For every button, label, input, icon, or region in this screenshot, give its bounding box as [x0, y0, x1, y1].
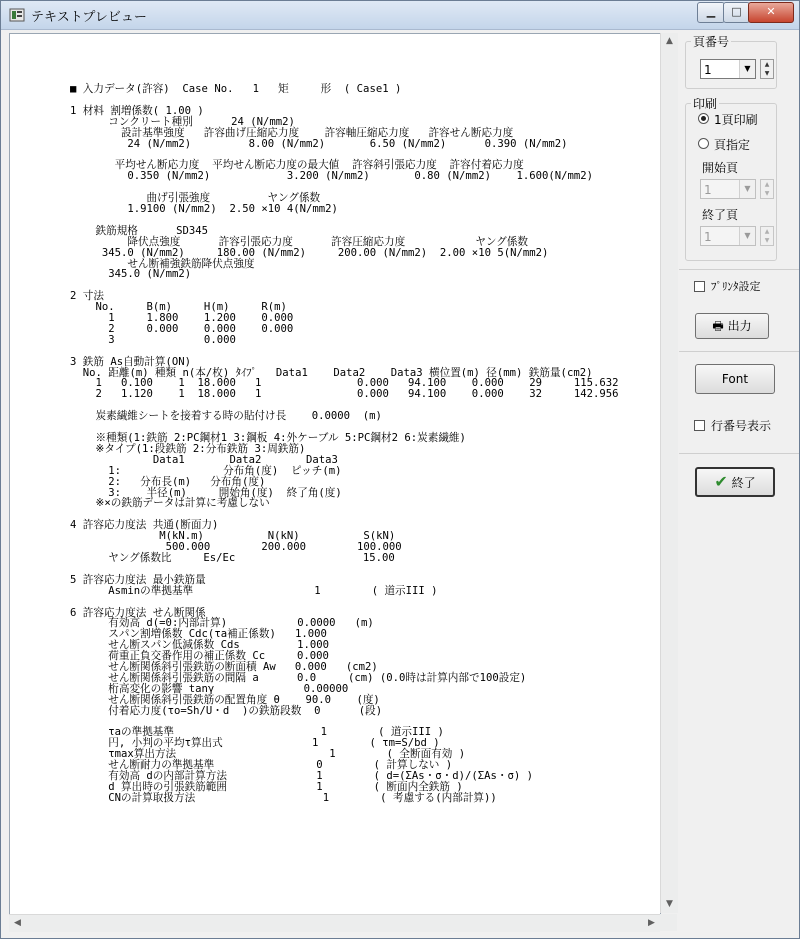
- document-line: d 算出時の引張鉄筋範囲 1 ( 断面内全鉄筋 ): [70, 781, 463, 793]
- scroll-right-icon[interactable]: ▶: [648, 918, 655, 928]
- document-line: 1.9100 (N/mm2) 2.50 ×10 4(N/mm2): [70, 202, 338, 215]
- spin-up-icon: ▲: [764, 228, 770, 235]
- document-text: [70, 84, 619, 804]
- end-page-spinner[interactable]: [760, 226, 774, 246]
- document-line: 荷重正負交番作用の補正係数 Cc 0.000: [70, 650, 329, 663]
- document-preview[interactable]: [9, 33, 661, 915]
- document-line: 曲げ引張強度 ヤング係数: [70, 192, 321, 205]
- end-page-value: 1: [704, 230, 712, 244]
- end-page-label: 終了頁: [702, 208, 739, 222]
- start-page-label: 開始頁: [702, 161, 739, 175]
- document-line: 2: 分布長(m) 分布角(度): [70, 475, 266, 488]
- document-line: No. B(m) H(m) R(m): [70, 301, 287, 314]
- document-line: ※タイプ(1:段鉄筋 2:分布鉄筋 3:周鉄筋): [70, 442, 306, 455]
- page-number-label: 頁番号: [693, 35, 730, 49]
- document-line: 降伏点強度 許容引張応力度 許容圧縮応力度 ヤング係数: [70, 235, 529, 248]
- printer-icon: 🖶: [712, 319, 724, 333]
- document-line: 345.0 (N/mm2) 180.00 (N/mm2) 200.00 (N/mm2) 2.00 ×10 5(N/mm2): [70, 246, 549, 259]
- spin-down-icon: ▼: [764, 70, 770, 77]
- document-line: せん断耐力の準拠基準 0 ( 計算しない ): [70, 759, 453, 772]
- control-panel: [679, 31, 799, 936]
- printer-setup-checkbox[interactable]: [694, 281, 705, 292]
- line-numbers-checkbox[interactable]: [694, 420, 705, 431]
- exit-button-label: 終了: [731, 476, 756, 490]
- separator: [679, 351, 799, 352]
- page-number-value: 1: [704, 63, 712, 77]
- app-icon: [9, 7, 25, 23]
- document-line: 6 許容応力度法 せん断関係: [70, 606, 206, 619]
- chevron-down-icon: ▼: [739, 60, 755, 78]
- document-line: 5 許容応力度法 最小鉄筋量: [70, 573, 206, 586]
- start-page-select[interactable]: [700, 179, 756, 199]
- checkmark-icon: ✔: [714, 472, 728, 491]
- document-line: ヤング係数比 Es/Ec 15.00: [70, 551, 395, 564]
- document-line: せん断関係斜引張鉄筋の断面積 Aw 0.000 (cm2): [70, 661, 378, 674]
- scroll-down-icon[interactable]: ▼: [661, 896, 678, 913]
- document-line: 桁高変化の影響 tanγ 0.00000: [70, 682, 349, 695]
- document-line: 500.000 200.000 100.000: [70, 541, 402, 554]
- output-button[interactable]: [695, 313, 769, 339]
- chevron-down-icon: ▼: [739, 227, 755, 245]
- document-line: No. 距離(m) 種類 n(本/枚) ﾀｲﾌﾟ Data1 Data2 Data3 横位置(m) 径(mm) 鉄筋量(cm2): [70, 366, 593, 379]
- document-line: 付着応力度(τo=Sh/U・d )の鉄筋段数 0 (段): [70, 704, 383, 717]
- document-line: 2 1.120 1 18.000 1 0.000 94.100 0.000 32 142.956: [70, 388, 619, 401]
- document-line: せん断補強鉄筋降伏点強度: [70, 257, 255, 270]
- close-icon: ✕: [766, 5, 776, 18]
- document-line: ※種類(1:鉄筋 2:PC鋼材1 3:鋼板 4:外ケーブル 5:PC鋼材2 6:炭素繊維): [70, 432, 466, 444]
- horizontal-scrollbar[interactable]: [9, 914, 660, 932]
- document-line: 0.350 (N/mm2) 3.200 (N/mm2) 0.80 (N/mm2) 1.600(N/mm2): [70, 170, 593, 183]
- document-line: ※×の鉄筋データは計算に考慮しない: [70, 497, 270, 510]
- title-bar: [1, 1, 799, 30]
- end-page-select[interactable]: [700, 226, 756, 246]
- document-line: 設計基準強度 許容曲げ圧縮応力度 許容軸圧縮応力度 許容せん断応力度: [70, 126, 514, 139]
- document-line: τmax算出方法 1 ( 全断面有効 ): [70, 748, 466, 761]
- exit-button[interactable]: [695, 467, 775, 497]
- document-line: 平均せん断応力度 平均せん断応力度の最大値 許容斜引張応力度 許容付着応力度: [70, 159, 524, 172]
- document-line: 3 0.000: [70, 333, 236, 346]
- print-group-label: 印刷: [693, 97, 718, 111]
- maximize-button[interactable]: [723, 2, 750, 23]
- document-line: 3: 半径(m) 開始角(度) 終了角(度): [70, 486, 342, 499]
- document-line: 2 寸法: [70, 290, 104, 303]
- line-numbers-label: 行番号表示: [711, 419, 772, 433]
- vertical-scrollbar[interactable]: [660, 33, 678, 913]
- page-number-spinner[interactable]: [760, 59, 774, 79]
- font-button-label: Font: [721, 372, 749, 386]
- document-line: CNの計算取扱方法 1 ( 考慮する(内部計算)): [70, 791, 497, 804]
- start-page-spinner[interactable]: [760, 179, 774, 199]
- document-line: スパン割増係数 Cdc(τa補正係数) 1.000: [70, 628, 327, 641]
- chevron-down-icon: ▼: [739, 180, 755, 198]
- spin-up-icon: ▲: [764, 61, 770, 68]
- document-line: τaの準拠基準 1 ( 道示III ): [70, 726, 444, 739]
- minimize-button[interactable]: [697, 2, 725, 23]
- document-line: 有効高 dの内部計算方法 1 ( d=(ΣAs・σ・d)/(ΣAs・σ) ): [70, 770, 533, 783]
- document-line: せん断関係斜引張鉄筋の間隔 a 0.0 (cm) (0.0時は計算内部で100設定): [70, 671, 527, 684]
- document-line: 鉄筋規格 SD345: [70, 224, 209, 237]
- document-line: 1 0.100 1 18.000 1 0.000 94.100 0.000 29 115.632: [70, 377, 619, 390]
- print-page-range-label: 頁指定: [714, 138, 751, 152]
- document-line: 円, 小判の平均τ算出式 1 ( τm=S/bd ): [70, 737, 440, 750]
- scroll-left-icon[interactable]: ◀: [14, 918, 21, 928]
- separator: [679, 453, 799, 454]
- document-line: 4 許容応力度法 共通(断面力): [70, 519, 219, 532]
- document-line: コンクリート種別 24 (N/mm2): [70, 115, 295, 128]
- printer-setup-label: ﾌﾟﾘﾝﾀ設定: [711, 280, 761, 293]
- document-line: 有効高 d(=0:内部計算) 0.0000 (m): [70, 617, 374, 630]
- scroll-up-icon[interactable]: ▲: [661, 33, 678, 50]
- separator: [679, 269, 799, 270]
- document-line: Data1 Data2 Data3: [70, 453, 338, 466]
- document-line: 345.0 (N/mm2): [70, 268, 192, 281]
- minimize-icon: ▁: [706, 5, 716, 18]
- spin-up-icon: ▲: [764, 181, 770, 188]
- document-line: せん断スパン低減係数 Cds 1.000: [70, 639, 330, 652]
- print-page-range-radio[interactable]: [698, 138, 709, 149]
- document-line: 3 鉄筋 As自動計算(ON): [70, 355, 191, 368]
- document-line: 1 材料 割増係数( 1.00 ): [70, 104, 204, 117]
- print-one-page-label: 1頁印刷: [714, 113, 758, 127]
- document-line: 2 0.000 0.000 0.000: [70, 322, 294, 335]
- document-line: 1: 分布角(度) ピッチ(m): [70, 464, 342, 477]
- close-button[interactable]: [748, 2, 794, 23]
- spin-down-icon: ▼: [764, 190, 770, 197]
- window-title: テキストプレビュー: [31, 10, 147, 25]
- maximize-icon: □: [731, 5, 742, 18]
- document-line: ■ 入力データ(許容) Case No. 1 矩 形 ( Case1 ): [70, 83, 402, 95]
- document-line: Asminの準拠基準 1 ( 道示III ): [70, 584, 438, 597]
- document-line: 1 1.800 1.200 0.000: [70, 312, 294, 325]
- spin-down-icon: ▼: [764, 237, 770, 244]
- document-line: 24 (N/mm2) 8.00 (N/mm2) 6.50 (N/mm2) 0.390 (N/mm2): [70, 137, 568, 150]
- start-page-value: 1: [704, 183, 712, 197]
- scrollbar-corner: [660, 914, 677, 931]
- page-number-select[interactable]: [700, 59, 756, 79]
- output-button-label: 出力: [727, 319, 752, 333]
- document-line: せん断関係斜引張鉄筋の配置角度 θ 90.0 (度): [70, 693, 380, 706]
- font-button[interactable]: [695, 364, 775, 394]
- document-line: M(kN.m) N(kN) S(kN): [70, 530, 396, 543]
- print-one-page-radio[interactable]: [698, 113, 709, 124]
- document-line: 炭素繊維シートを接着する時の貼付け長 0.0000 (m): [70, 410, 382, 423]
